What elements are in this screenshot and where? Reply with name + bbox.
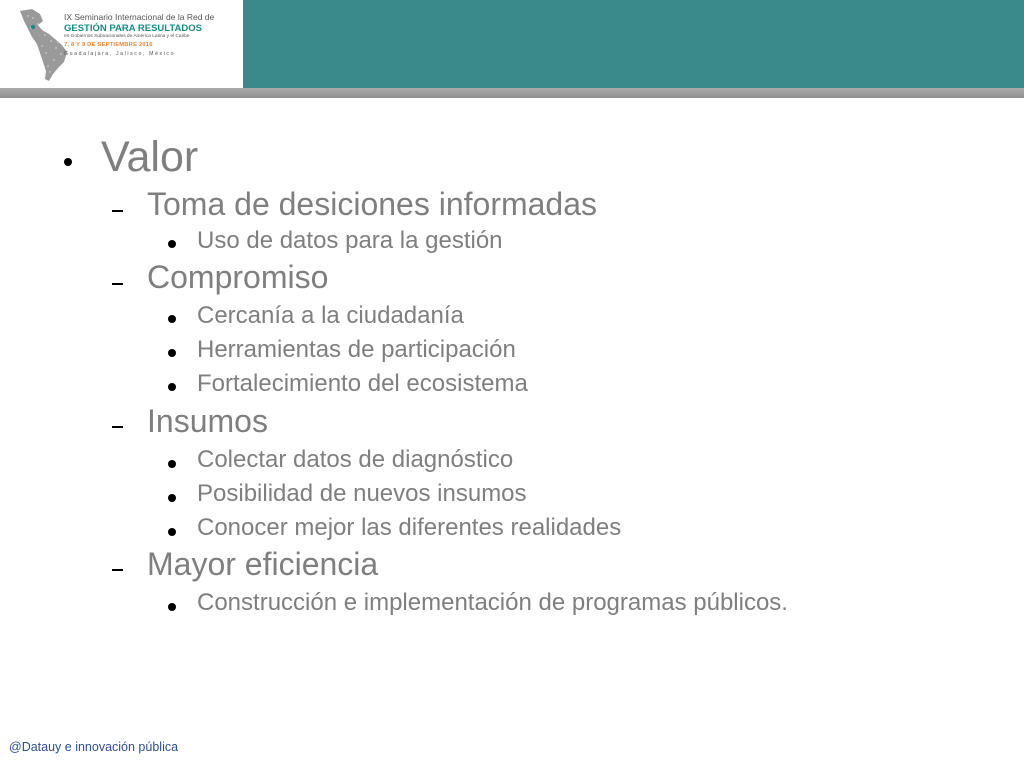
section-label: Compromiso [147, 259, 329, 295]
section-label: Mayor eficiencia [147, 546, 379, 582]
list-item: Herramientas de participación [197, 336, 516, 363]
list-item: Cercanía a la ciudadanía [197, 302, 464, 329]
bullet-icon [64, 158, 72, 166]
logo-line-dates: 7, 8 Y 9 DE SEPTIEMBRE 2016 [64, 41, 153, 48]
list-item: Fortalecimiento del ecosistema [197, 370, 528, 397]
bullet-icon [168, 315, 176, 323]
logo-line-location: Guadalajara, Jalisco, México [64, 50, 176, 57]
list-item: Uso de datos para la gestión [197, 227, 503, 254]
bullet-icon [168, 383, 176, 391]
dash-icon [112, 283, 123, 285]
list-item: Colectar datos de diagnóstico [197, 446, 514, 473]
bullet-icon [168, 494, 176, 502]
dash-icon [112, 426, 123, 428]
section-label: Toma de desiciones informadas [147, 186, 598, 222]
logo-line-title: GESTIÓN PARA RESULTADOS [64, 22, 202, 34]
logo-line-subtitle: en Gobiernos Subnacionales de América Latina y el Caribe [64, 34, 190, 39]
bullet-icon [168, 528, 176, 536]
footer-credit: @Datauy e innovación pública [9, 740, 179, 754]
slide-title: Valor [101, 133, 199, 181]
bullet-icon [168, 603, 176, 611]
logo-line-seminar: IX Seminario Internacional de la Red de [64, 12, 215, 22]
bullet-icon [168, 349, 176, 357]
bullet-icon [168, 240, 176, 248]
dash-icon [112, 210, 123, 212]
bullet-icon [168, 460, 176, 468]
list-item: Conocer mejor las diferentes realidades [197, 514, 622, 541]
list-item: Posibilidad de nuevos insumos [197, 480, 527, 507]
section-label: Insumos [147, 403, 268, 439]
list-item: Construcción e implementación de programas públicos. [197, 589, 788, 616]
dash-icon [112, 569, 123, 571]
